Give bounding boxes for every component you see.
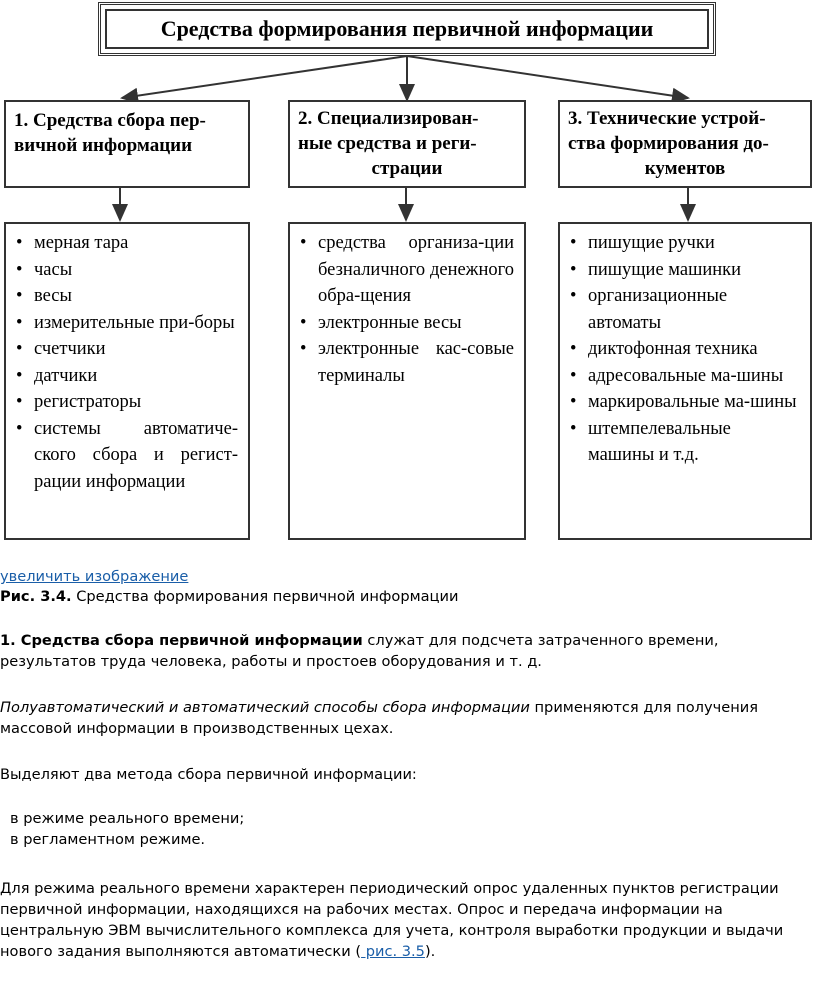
arrow-title-to-col1 (122, 56, 407, 98)
paragraph-4-end: ). (424, 943, 436, 960)
list-item: • средства организа-ции безналичного денежного обра-щения (300, 230, 514, 310)
column-3-heading-box (558, 100, 812, 188)
figure-caption (0, 586, 816, 607)
paragraph-1-bold: 1. Средства сбора первичной информации (0, 632, 363, 649)
column-2-heading-line-1: 2. Специализирован- (298, 108, 479, 129)
list-item: • пишущие машинки (570, 257, 800, 284)
caption-label: Рис. 3.4. (0, 588, 72, 605)
methods-list (10, 808, 816, 850)
list-item: • мерная тара (16, 230, 238, 257)
column-2-heading-line-2: ные средства и реги- (298, 133, 477, 154)
paragraph-2-italic: Полуавтоматический и автоматический способы сбора информации (0, 699, 530, 716)
figure-3-5-link[interactable]: рис. 3.5 (361, 943, 425, 960)
paragraph-4-text: Для режима реального времени характерен периодический опрос удаленных пунктов регистрации первичной информации, находящихся на рабочих местах. Опрос и передача информации на центральную ЭВМ вычислительного комплекса для учета, контроля выработки продукции и выдачи нового задания выполняются автоматически ( (0, 880, 784, 960)
list-item: • организационные автоматы (570, 283, 800, 336)
column-3-heading-line-2: ства формирования до- (568, 133, 769, 154)
list-item: • часы (16, 257, 238, 284)
diagram-title: Средства формирования первичной информации (160, 16, 654, 41)
arrow-title-to-col3 (407, 56, 688, 98)
diagram-title-box (98, 2, 716, 56)
paragraph-1-text: служат для подсчета затраченного времени, результатов труда человека, работы и простоев оборудования и т. д. (0, 632, 719, 670)
column-2-list-box (288, 222, 526, 540)
method-item: в режиме реального времени; (10, 810, 245, 827)
column-3-heading-line-3: кументов (644, 158, 726, 179)
list-item: • диктофонная техника (570, 336, 800, 363)
column-1-heading-box (4, 100, 250, 188)
caption-text: Средства формирования первичной информации (71, 588, 459, 605)
method-item: в регламентном режиме. (10, 831, 206, 848)
list-item: • измерительные при-боры (16, 310, 238, 337)
column-1-heading-line-2: вичной информации (14, 135, 193, 156)
list-item: • весы (16, 283, 238, 310)
list-item: • регистраторы (16, 389, 238, 416)
enlarge-image-row (0, 566, 816, 587)
paragraph-1 (0, 630, 816, 672)
column-3-heading-line-1: 3. Технические устрой- (568, 108, 766, 129)
list-item: • пишущие ручки (570, 230, 800, 257)
paragraph-4 (0, 878, 816, 962)
paragraph-2 (0, 697, 816, 739)
list-item: • маркировальные ма-шины (570, 389, 800, 416)
list-item: • электронные кас-совые терминалы (300, 336, 514, 389)
paragraph-2-text: применяются для получения массовой информации в производственных цехах. (0, 699, 759, 737)
list-item: • счетчики (16, 336, 238, 363)
column-1-heading-line-1: 1. Средства сбора пер- (14, 110, 206, 131)
column-2-heading-box (288, 100, 526, 188)
list-item: • датчики (16, 363, 238, 390)
column-2-heading-line-3: страции (371, 158, 443, 179)
column-1-list-box (4, 222, 250, 540)
list-item: • штемпелевальные машины и т.д. (570, 416, 800, 469)
paragraph-3: Выделяют два метода сбора первичной информации: (0, 766, 417, 783)
column-3-list-box (558, 222, 812, 540)
list-item: • системы автоматиче-ского сбора и регист-рации информации (16, 416, 238, 496)
list-item: • адресовальные ма-шины (570, 363, 800, 390)
enlarge-image-link[interactable]: увеличить изображение (0, 568, 189, 585)
list-item: • электронные весы (300, 310, 514, 337)
